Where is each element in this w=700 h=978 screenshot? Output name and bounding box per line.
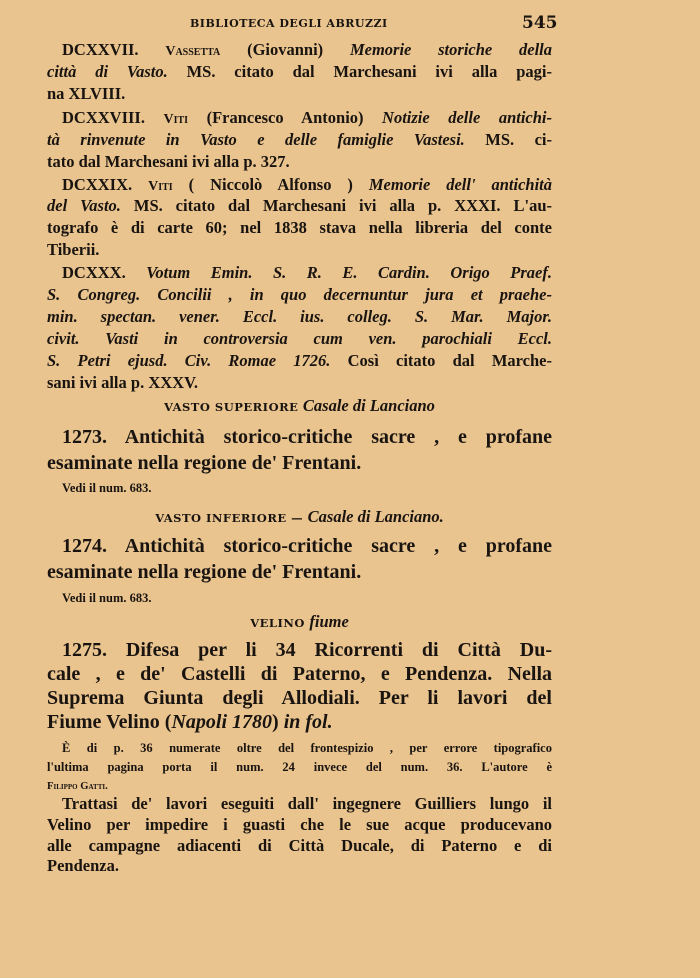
- text-segment: (Giovanni): [220, 40, 350, 59]
- text-segment: fiume: [309, 612, 349, 631]
- text-segment: Memorie storiche della: [349, 40, 552, 59]
- text-line: [47, 777, 552, 795]
- text-segment: Vedi il num. 683.: [62, 591, 152, 605]
- text-line: [62, 263, 552, 283]
- text-line: [62, 175, 552, 197]
- text-segment: ( Niccolò Alfonso ): [172, 175, 369, 194]
- text-segment: 1275. Difesa per li 34 Ricorrenti di Città Du-: [62, 639, 552, 661]
- text-line: [47, 240, 552, 260]
- text-line: [47, 130, 552, 150]
- text-segment: (Francesco Antonio): [188, 108, 383, 127]
- text-segment: MS. citato dal Marchesani ivi alla p. XXXI. L'au-: [120, 196, 552, 215]
- text-line: [47, 759, 552, 775]
- text-segment: alle campagne adiacenti di Città Ducale, di Paterno e di: [47, 836, 552, 855]
- text-segment: VELINO: [250, 616, 310, 630]
- text-line: [47, 285, 552, 305]
- text-segment: Vassetta: [165, 44, 221, 59]
- text-line: [47, 451, 552, 475]
- text-segment: Fiume Velino (: [47, 711, 172, 733]
- text-line: [47, 373, 552, 393]
- text-segment: MS. ci-: [464, 130, 553, 149]
- cross-reference: [62, 480, 552, 496]
- section-heading: [47, 612, 552, 633]
- text-segment: Vedi il num. 683.: [62, 481, 152, 495]
- text-segment: Filippo Gatti.: [47, 781, 108, 792]
- text-segment: È di p. 36 numerate oltre del frontespizio , per errore tipografico: [62, 741, 552, 755]
- running-title: BIBLIOTECA DEGLI ABRUZZI: [190, 17, 388, 30]
- text-segment: tato dal Marchesani ivi alla p. 327.: [47, 152, 290, 171]
- text-line: [47, 815, 552, 835]
- text-segment: na XLVIII.: [47, 84, 126, 103]
- text-segment: DCXXVIII.: [62, 108, 164, 127]
- text-segment: in fol.: [283, 711, 333, 733]
- text-segment: DCXXX.: [62, 263, 147, 282]
- text-segment: S. Petri ejusd. Civ. Romae 1726.: [47, 351, 331, 370]
- text-segment: S. Congreg. Concilii , in quo decernuntur jura et praehe-: [47, 285, 552, 304]
- text-line: [62, 40, 552, 62]
- text-segment: VASTO SUPERIORE: [164, 400, 303, 414]
- text-segment: min. spectan. vener. Eccl. ius. colleg. S. Mar. Major.: [47, 307, 552, 326]
- text-line: [62, 794, 552, 814]
- text-segment: Napoli 1780: [171, 711, 273, 733]
- section-heading: [47, 507, 552, 528]
- text-segment: Così citato dal Marche-: [330, 351, 552, 370]
- text-line: [47, 84, 552, 104]
- text-segment: Casale di Lanciano: [302, 396, 435, 415]
- text-segment: Votum Emin. S. R. E. Cardin. Origo Praef.: [146, 263, 552, 282]
- text-line: [62, 108, 552, 130]
- page-number: 545: [522, 13, 558, 33]
- text-segment: esaminate nella regione de' Frentani.: [47, 561, 362, 583]
- text-segment: 1274. Antichità storico-critiche sacre , e profane: [62, 535, 552, 557]
- text-segment: città di Vasto.: [47, 62, 168, 81]
- text-segment: Memorie dell' antichità: [368, 175, 553, 194]
- section-heading: [47, 396, 552, 417]
- text-segment: Velino per impedire i guasti che le sue acque producevano: [47, 815, 552, 834]
- text-line: [47, 560, 552, 584]
- text-segment: cale , e de' Castelli di Paterno, e Pendenza. Nella: [47, 663, 552, 685]
- text-segment: del Vasto.: [47, 196, 121, 215]
- text-segment: VASTO INFERIORE —: [155, 511, 308, 525]
- text-line: [47, 307, 552, 327]
- text-segment: Viti: [163, 112, 189, 127]
- text-segment: Suprema Giunta degli Allodiali. Per li lavori del: [47, 687, 552, 709]
- text-segment: Casale di Lanciano.: [307, 507, 444, 526]
- text-segment: ): [272, 711, 284, 733]
- text-line: [47, 62, 552, 82]
- text-line: [62, 534, 552, 558]
- text-line: [62, 425, 552, 449]
- text-segment: tà rinvenute in Vasto e delle famiglie Vastesi.: [47, 130, 465, 149]
- text-line: [62, 638, 552, 662]
- text-line: [47, 218, 552, 238]
- text-line: [47, 856, 552, 876]
- text-segment: esaminate nella regione de' Frentani.: [47, 452, 362, 474]
- cross-reference: [62, 590, 552, 606]
- text-line: [47, 710, 552, 734]
- text-line: [62, 740, 552, 756]
- text-segment: Notizie delle antichi-: [382, 108, 552, 127]
- text-segment: sani ivi alla p. XXXV.: [47, 373, 198, 392]
- text-segment: MS. citato dal Marchesani ivi alla pagi-: [167, 62, 552, 81]
- text-line: [47, 662, 552, 686]
- text-segment: 1273. Antichità storico-critiche sacre , e profane: [62, 426, 552, 448]
- text-segment: civit. Vasti in controversia cum ven. parochiali Eccl.: [47, 329, 552, 348]
- text-segment: DCXXIX.: [62, 175, 149, 194]
- text-line: [47, 686, 552, 710]
- text-line: [47, 152, 552, 172]
- text-segment: tografo è di carte 60; nel 1838 stava nella libreria del conte: [47, 218, 552, 237]
- text-segment: Viti: [148, 179, 173, 194]
- text-segment: Pendenza.: [47, 856, 119, 875]
- text-line: [47, 351, 552, 371]
- text-line: [47, 196, 552, 216]
- text-segment: Tiberii.: [47, 240, 100, 259]
- text-line: [47, 836, 552, 856]
- text-segment: DCXXVII.: [62, 40, 166, 59]
- text-segment: Trattasi de' lavori eseguiti dall' ingegnere Guilliers lungo il: [62, 794, 552, 813]
- text-line: [47, 329, 552, 349]
- text-segment: l'ultima pagina porta il num. 24 invece del num. 36. L'autore è: [47, 760, 552, 774]
